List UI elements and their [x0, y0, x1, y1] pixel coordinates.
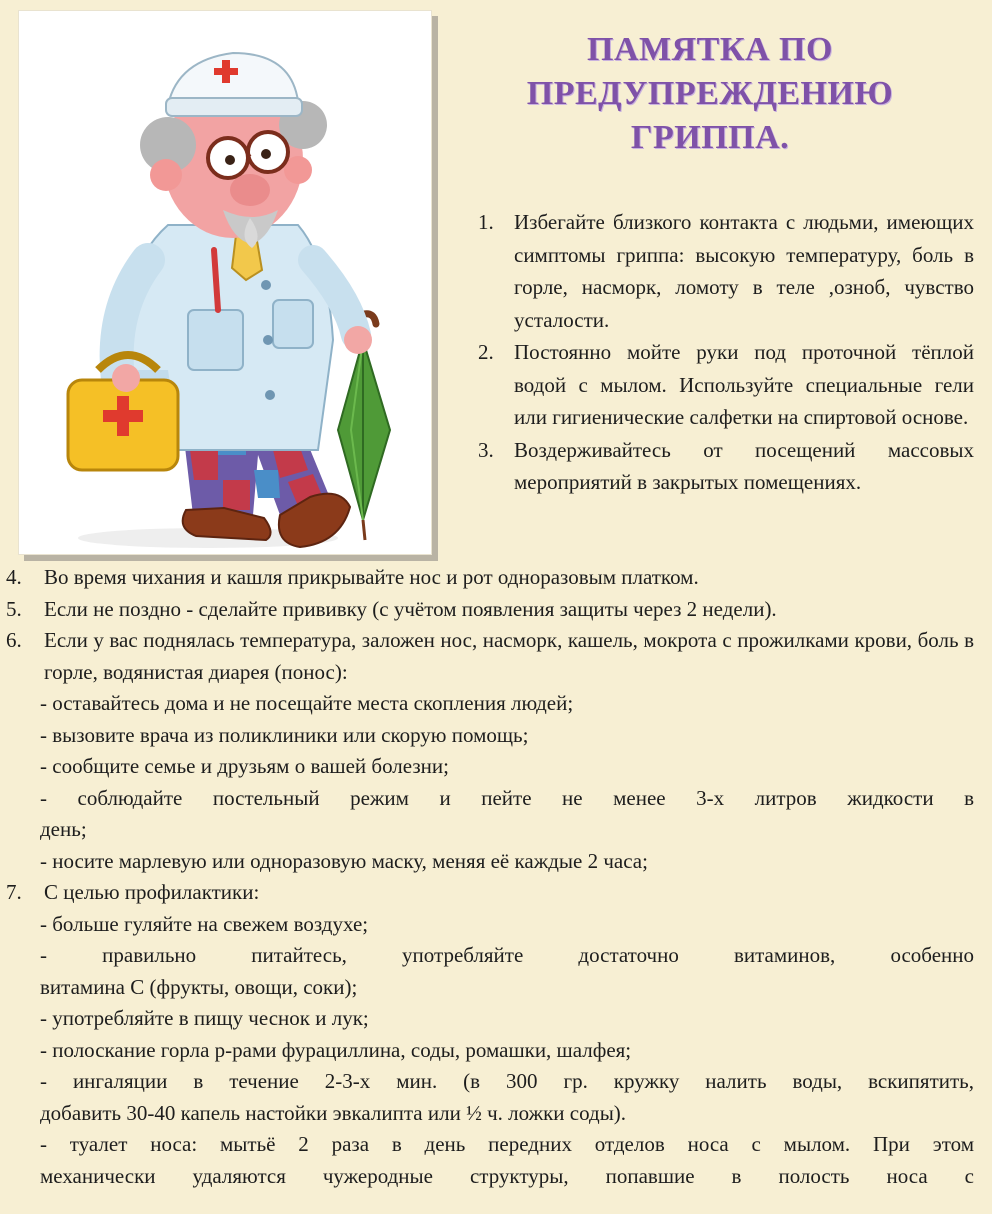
- sub-item: - соблюдайте постельный режим и пейте не менее 3-х литров жидкости в: [40, 785, 974, 810]
- memo-list-bottom: [6, 562, 974, 1192]
- list-item-5: [6, 594, 974, 626]
- list-item-text: Если не поздно - сделайте прививку (с учётом появления защиты через 2 недели).: [44, 596, 777, 621]
- list-item-4: [6, 562, 974, 594]
- title-line-2: ПРЕДУПРЕЖДЕНИЮ: [526, 75, 894, 112]
- title-line-1: ПАМЯТКА ПО: [587, 31, 833, 68]
- sub-item: - употребляйте в пищу чеснок и лук;: [40, 1006, 369, 1030]
- doctor-illustration-frame: [18, 10, 432, 555]
- list-item-6: [6, 625, 974, 688]
- list-item-number: 2.: [478, 340, 494, 364]
- doctor-illustration-icon: [18, 10, 432, 555]
- list-item-1: [478, 206, 974, 336]
- sub-item: - носите марлевую или одноразовую маску, меняя её каждые 2 часа;: [40, 848, 648, 873]
- list-item-7: [6, 877, 974, 909]
- title-line-3: ГРИППА.: [630, 119, 790, 156]
- list-item-text: Постоянно мойте руки под проточной тёплой водой с мылом. Используйте специальные гели или гигиенические салфетки на спиртовой основе.: [514, 340, 974, 429]
- sub-item-continuation: добавить 30-40 капель настойки эвкалипта или ½ ч. ложки соды).: [40, 1100, 627, 1125]
- list-item-number: 1.: [478, 210, 494, 234]
- page-title: [470, 28, 950, 160]
- list-item-number: 6.: [6, 628, 22, 652]
- sub-item: - сообщите семье и друзьям о вашей болезни;: [40, 754, 449, 778]
- list-item-text: С целью профилактики:: [44, 880, 260, 904]
- list-item-text: Во время чихания и кашля прикрывайте нос и рот одноразовым платком.: [44, 565, 699, 589]
- sub-item: - ингаляции в течение 2-3-х мин. (в 300 гр. кружку налить воды, вскипятить,: [40, 1069, 974, 1093]
- sub-item-continuation: витамина С (фрукты, овощи, соки);: [40, 974, 358, 999]
- sub-item: - туалет носа: мытьё 2 раза в день передних отделов носа с мылом. При этом: [40, 1132, 974, 1156]
- sub-item: - полоскание горла р-рами фурациллина, соды, ромашки, шалфея;: [40, 1037, 632, 1062]
- sub-item-continuation: день;: [40, 817, 87, 841]
- list-item-text: Если у вас поднялась температура, заложен нос, насморк, кашель, мокрота с прожилками крови, боль в горле, водянистая диарея (понос):: [44, 628, 974, 684]
- list-item-number: 5.: [6, 596, 22, 621]
- sub-item: - правильно питайтесь, употребляйте достаточно витаминов, особенно: [40, 943, 974, 967]
- doctor-head: [140, 53, 327, 248]
- list-item-3: [478, 434, 974, 499]
- list-item-number: 3.: [478, 437, 494, 462]
- sub-item: - вызовите врача из поликлиники или скорую помощь;: [40, 722, 529, 747]
- sub-item: - оставайтесь дома и не посещайте места скопления людей;: [40, 691, 574, 715]
- list-item-number: 7.: [6, 880, 22, 904]
- memo-list-top: [478, 206, 974, 499]
- list-item-2: [478, 336, 974, 434]
- sub-item-continuation: механически удаляются чужеродные структуры, попавшие в полость носа с: [40, 1163, 974, 1188]
- sub-item: - больше гуляйте на свежем воздухе;: [40, 911, 369, 936]
- list-item-text: Воздерживайтесь от посещений массовых мероприятий в закрытых помещениях.: [514, 437, 974, 494]
- list-item-text: Избегайте близкого контакта с людьми, имеющих симптомы гриппа: высокую температуру, боль в горле, насморк, ломоту в теле ,озноб, чувство усталости.: [514, 210, 974, 332]
- list-item-number: 4.: [6, 565, 22, 589]
